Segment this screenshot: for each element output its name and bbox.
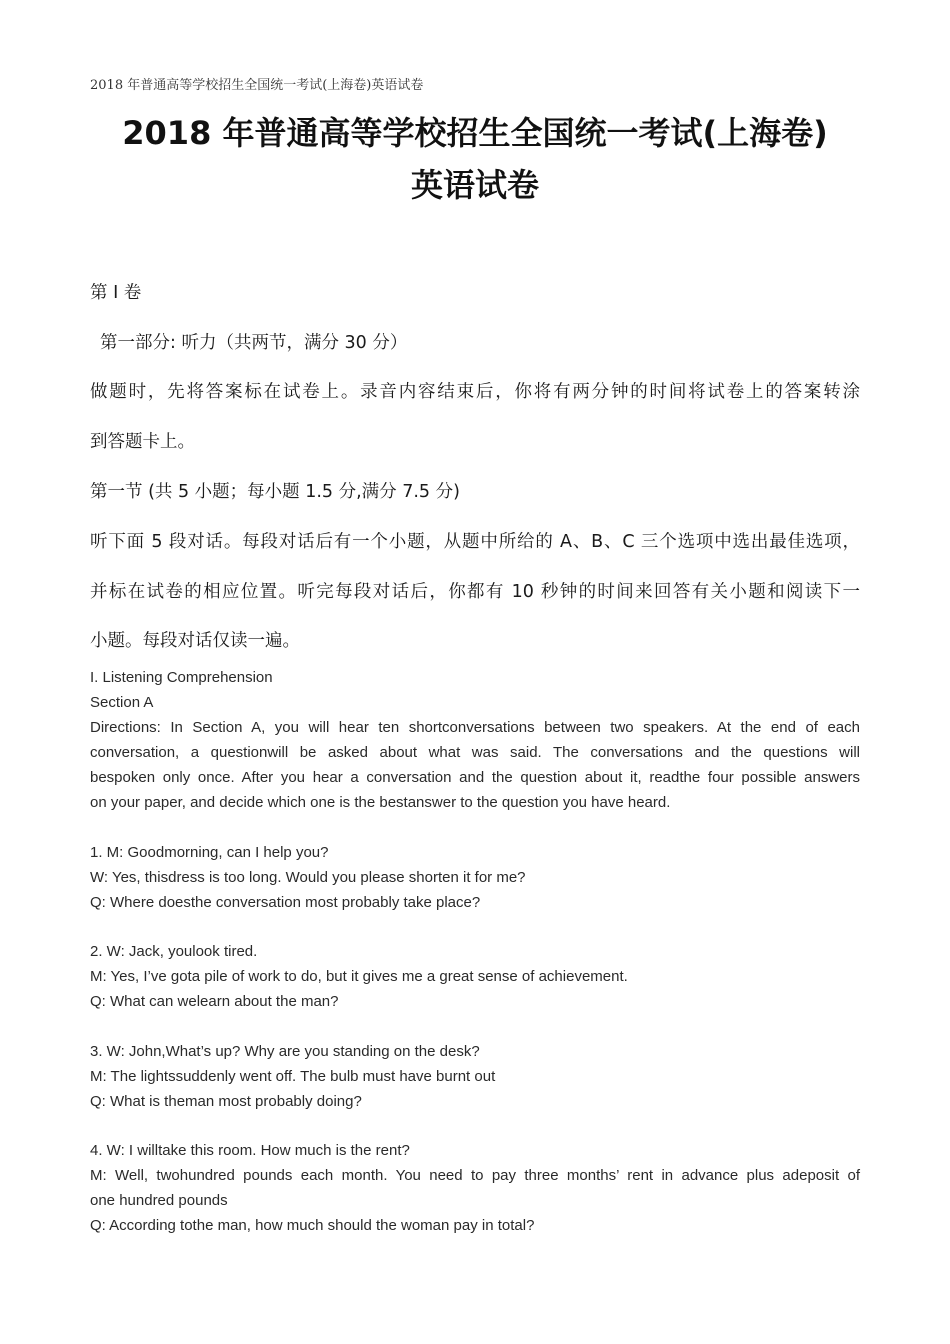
q4-line: Q: According tothe man, how much should the woman pay in total? <box>90 1217 535 1234</box>
directions-line: conversation, a questionwill be asked about what was said. The conversations and the questions will <box>90 744 860 761</box>
part1-heading: 第一部分: 听力（共两节，满分 30 分） <box>100 333 408 353</box>
q3-line: 3. W: John,What’s up? Why are you standing on the desk? <box>90 1043 480 1060</box>
listening-heading: I. Listening Comprehension <box>90 669 273 686</box>
section1-line1: 听下面 5 段对话。每段对话后有一个小题，从题中所给的 A、B、C 三个选项中选出最佳选项， <box>90 532 860 552</box>
section1-line3: 小题。每段对话仅读一遍。 <box>90 631 300 651</box>
exam-title-line2: 英语试卷 <box>410 166 539 204</box>
q3-line: M: The lightssuddenly went off. The bulb must have burnt out <box>90 1068 496 1085</box>
section-a-label: Section A <box>90 694 154 711</box>
q1-line: 1. M: Goodmorning, can I help you? <box>90 844 329 861</box>
q4-line: 4. W: I willtake this room. How much is the rent? <box>90 1142 410 1159</box>
instructions-line2: 到答题卡上。 <box>90 432 195 452</box>
q4-line: one hundred pounds <box>90 1192 228 1209</box>
section1-line2: 并标在试卷的相应位置。听完每段对话后，你都有 10 秒钟的时间来回答有关小题和阅读下一 <box>90 582 860 602</box>
directions-line: on your paper, and decide which one is the bestanswer to the question you have heard. <box>90 794 671 811</box>
section1-heading: 第一节 (共 5 小题；每小题 1.5 分,满分 7.5 分) <box>90 482 460 502</box>
instructions-line1: 做题时，先将答案标在试卷上。录音内容结束后，你将有两分钟的时间将试卷上的答案转涂 <box>90 382 860 402</box>
q2-line: Q: What can welearn about the man? <box>90 993 339 1010</box>
part-label: 第 I 卷 <box>90 283 142 303</box>
directions-line: Directions: In Section A, you will hear ten shortconversations between two speakers. At the end of each <box>90 719 860 736</box>
running-header: 2018 年普通高等学校招生全国统一考试(上海卷)英语试卷 <box>90 78 424 93</box>
q1-line: Q: Where doesthe conversation most probably take place? <box>90 894 481 911</box>
directions-line: bespoken only once. After you hear a conversation and the question about it, readthe four possible answers <box>90 769 860 786</box>
q4-line: M: Well, twohundred pounds each month. You need to pay three months’ rent in advance plus adeposit of <box>90 1167 860 1184</box>
exam-title-line1: 2018 年普通高等学校招生全国统一考试(上海卷) <box>122 114 828 152</box>
q2-line: M: Yes, I’ve gota pile of work to do, but it gives me a great sense of achievement. <box>90 968 628 985</box>
q2-line: 2. W: Jack, youlook tired. <box>90 943 258 960</box>
q3-line: Q: What is theman most probably doing? <box>90 1093 362 1110</box>
q1-line: W: Yes, thisdress is too long. Would you please shorten it for me? <box>90 869 526 886</box>
